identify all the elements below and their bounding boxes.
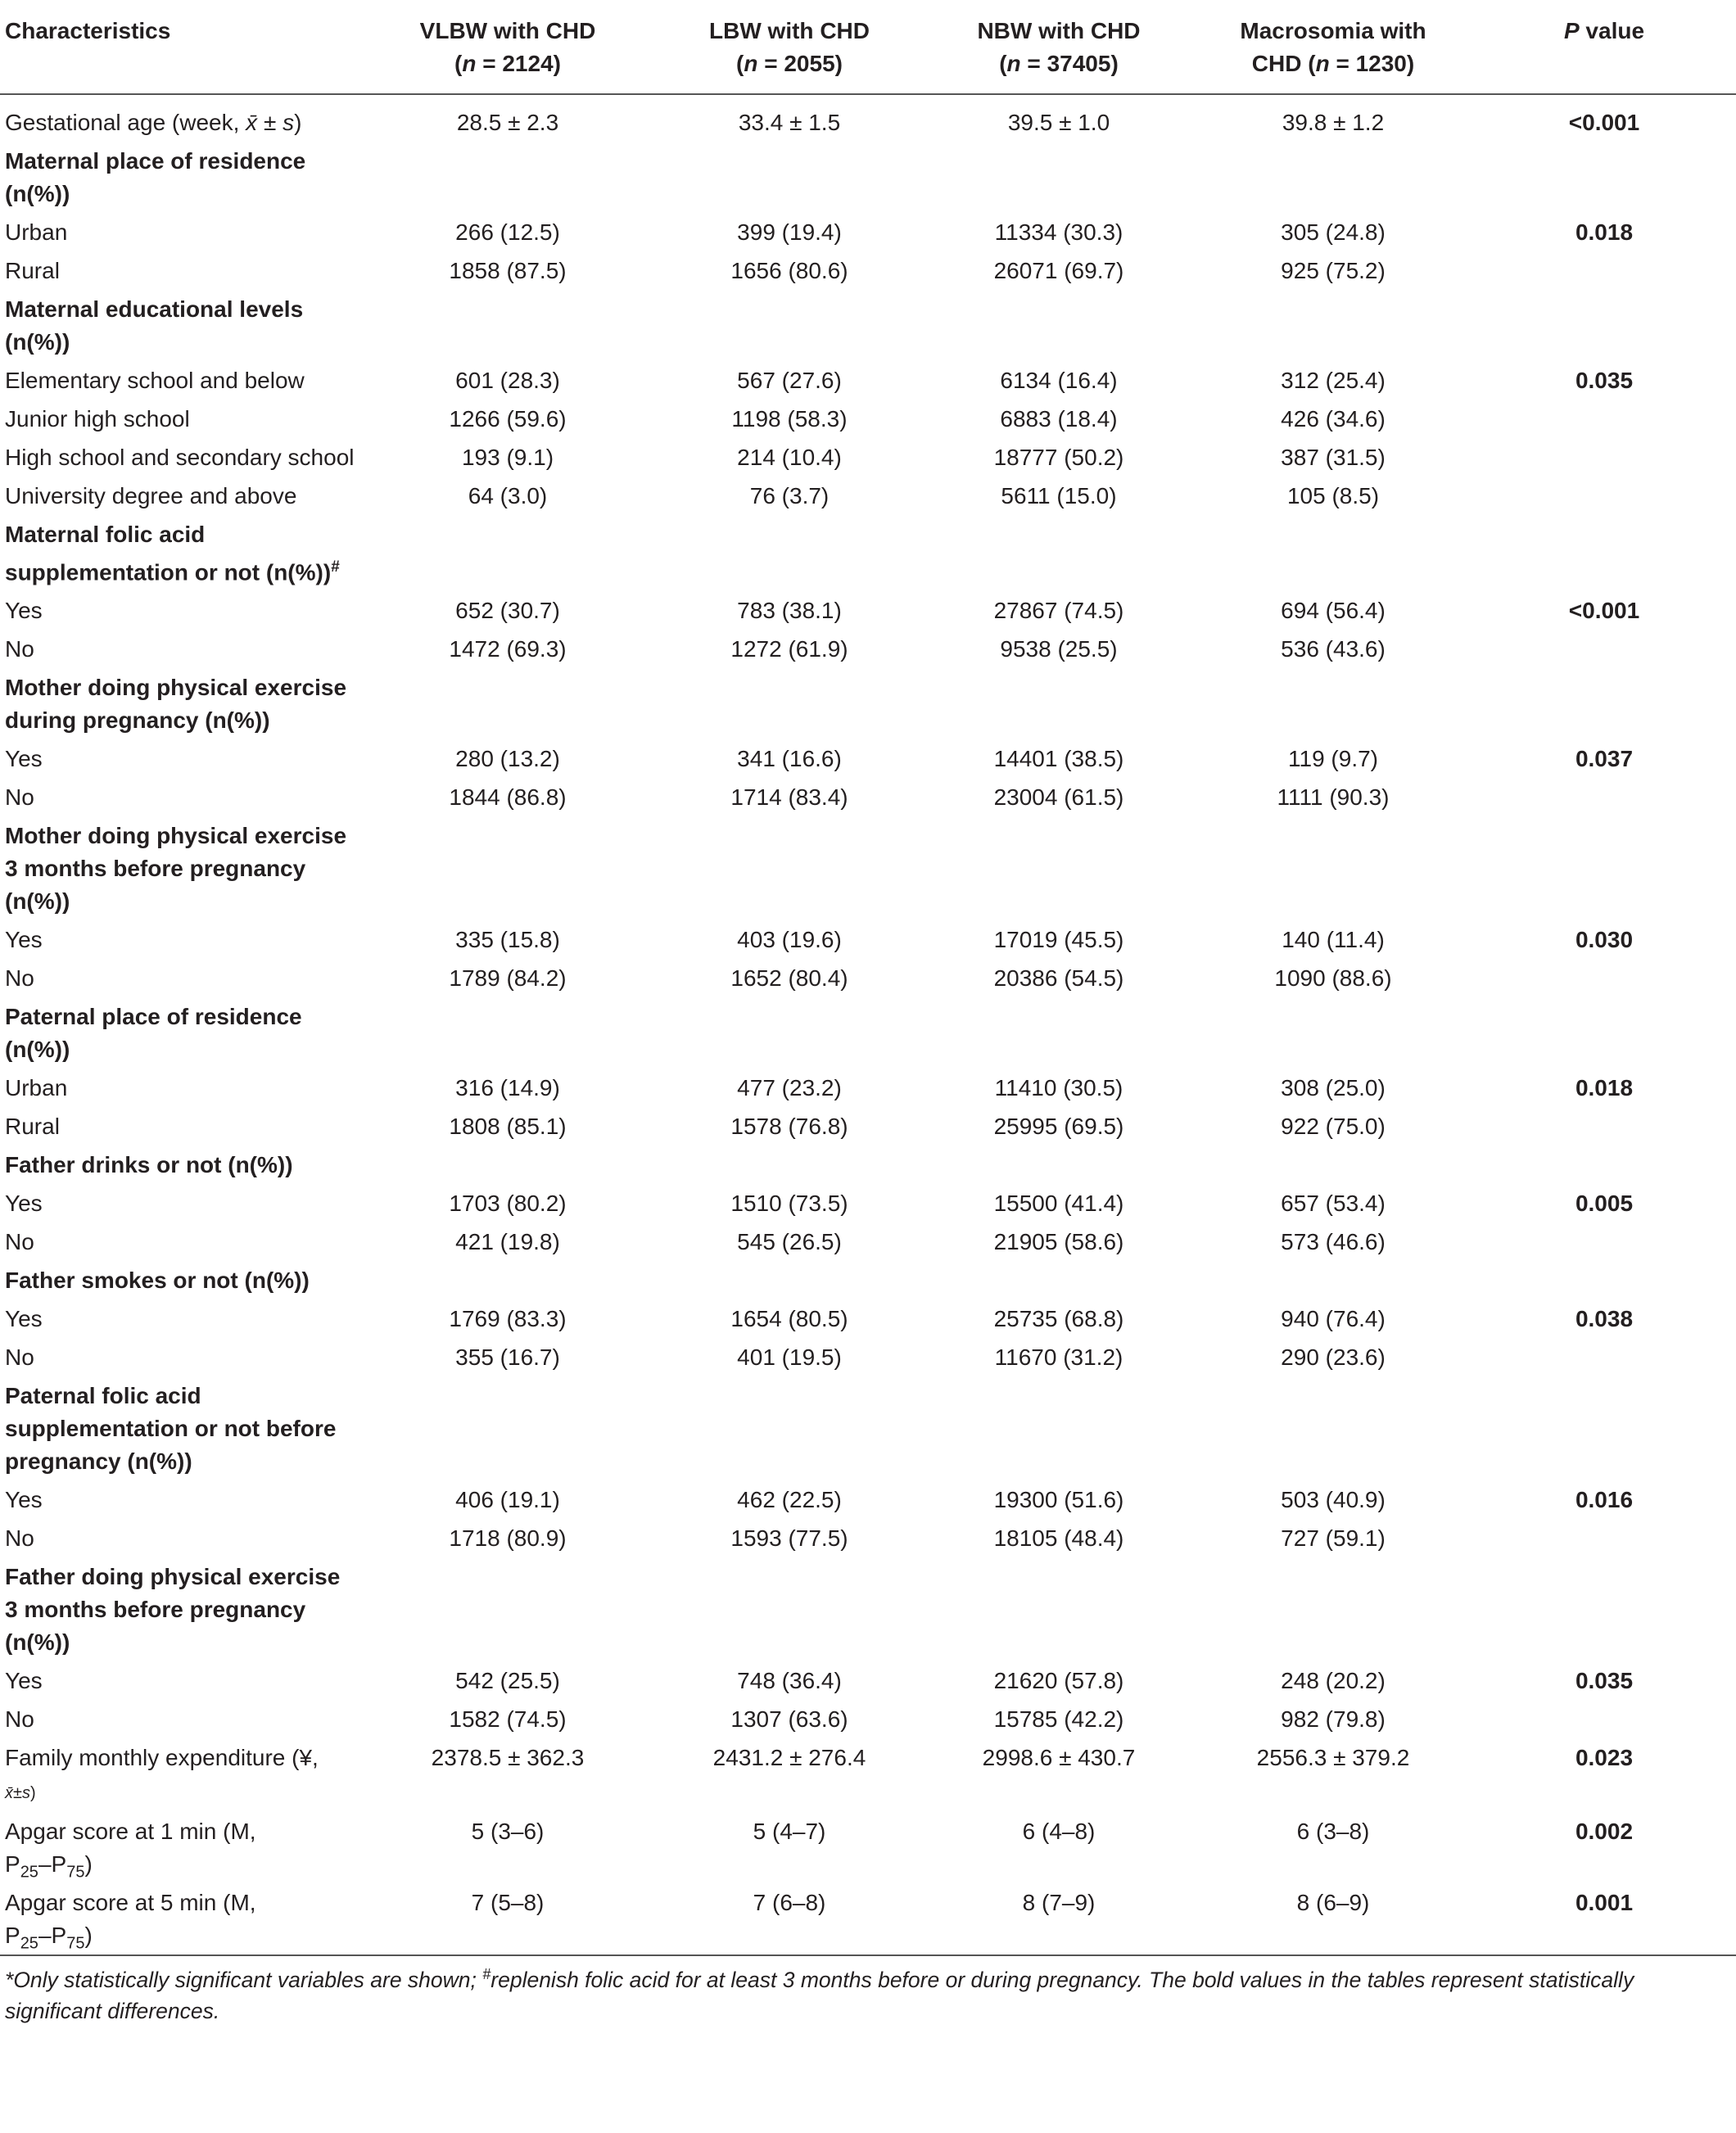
table-body (0, 94, 1736, 1954)
cell-value: 1789 (84.2) (449, 965, 567, 992)
cell-value: 23004 (61.5) (993, 784, 1124, 811)
table-row (0, 1883, 1736, 1954)
cell-p-value (1472, 630, 1736, 668)
cell-value: 26071 (69.7) (993, 258, 1124, 283)
cell-value: 18105 (48.4) (993, 1525, 1124, 1552)
cell-value: 312 (25.4) (1281, 368, 1386, 393)
table-row (0, 778, 1736, 816)
cell-p-value (1472, 515, 1736, 591)
cell-value: 316 (14.9) (455, 1075, 560, 1101)
cell-value (1194, 290, 1472, 361)
cell-value: 477 (23.2) (737, 1075, 842, 1101)
row-label: Junior high school (5, 406, 190, 432)
cell-value: 140 (11.4) (1282, 927, 1385, 953)
cell-value: 19300 (51.6) (993, 1487, 1124, 1513)
cell-p-value: 0.018 (1575, 219, 1634, 245)
section-row (0, 816, 1736, 920)
cell-value (360, 1146, 655, 1184)
cell-value: 7 (5–8) (471, 1890, 545, 1916)
cell-p-value: 0.001 (1575, 1890, 1634, 1916)
cell-value: 1652 (80.4) (730, 965, 848, 992)
cell-value (360, 1557, 655, 1661)
section-label: Maternal place of residence (n(%)) (5, 148, 306, 206)
row-label: Elementary school and below (5, 368, 305, 393)
cell-value: 193 (9.1) (461, 445, 554, 470)
cell-value: 8 (7–9) (1022, 1890, 1096, 1916)
cell-value (1194, 515, 1472, 591)
cell-value (655, 816, 924, 920)
cell-value (655, 1557, 924, 1661)
header-characteristics: Characteristics (5, 18, 171, 43)
cell-value: 727 (59.1) (1281, 1525, 1386, 1552)
cell-value (655, 290, 924, 361)
section-row (0, 290, 1736, 361)
row-label: University degree and above (5, 483, 297, 508)
cell-value: 1654 (80.5) (730, 1306, 848, 1332)
row-label: Family monthly expenditure (¥, x̄±s) (5, 1745, 319, 1803)
row-label: No (5, 1344, 34, 1371)
cell-value: 1090 (88.6) (1274, 965, 1392, 992)
row-label: Yes (5, 746, 43, 772)
cell-value: 1272 (61.9) (730, 636, 848, 662)
cell-p-value: 0.002 (1575, 1819, 1634, 1845)
cell-value: 21620 (57.8) (993, 1668, 1124, 1694)
cell-value: 21905 (58.6) (993, 1229, 1124, 1255)
cell-value (1194, 142, 1472, 213)
cell-value: 76 (3.7) (749, 483, 830, 508)
cell-p-value (1472, 778, 1736, 816)
cell-value (655, 997, 924, 1069)
cell-value: 20386 (54.5) (993, 965, 1124, 992)
cell-value: 28.5 ± 2.3 (456, 110, 559, 135)
section-label: Father drinks or not (n(%)) (5, 1152, 293, 1178)
cell-value: 1111 (90.3) (1277, 784, 1390, 811)
table-row (0, 1700, 1736, 1738)
row-label: Yes (5, 1306, 43, 1332)
cell-value: 601 (28.3) (455, 368, 560, 393)
row-label: No (5, 784, 34, 811)
cell-p-value (1472, 290, 1736, 361)
cell-p-value: 0.016 (1575, 1487, 1634, 1513)
section-label: Father smokes or not (n(%)) (5, 1268, 310, 1294)
table-row (0, 1738, 1736, 1812)
cell-value: 25735 (68.8) (993, 1306, 1124, 1332)
cell-value: 6883 (18.4) (1000, 406, 1118, 432)
row-label: No (5, 1706, 34, 1733)
cell-value: 421 (19.8) (455, 1229, 560, 1255)
table-row (0, 1107, 1736, 1146)
section-row (0, 1376, 1736, 1480)
cell-p-value: 0.005 (1575, 1191, 1634, 1217)
cell-value: 280 (13.2) (455, 746, 560, 772)
cell-value: 567 (27.6) (737, 368, 842, 393)
cell-p-value (1472, 1107, 1736, 1146)
cell-value: 573 (46.6) (1281, 1229, 1386, 1255)
header-nbw: NBW with CHD (n = 37405) (977, 18, 1141, 76)
cell-value: 1703 (80.2) (449, 1191, 567, 1217)
cell-p-value (1472, 477, 1736, 515)
cell-value: 1858 (87.5) (449, 258, 567, 283)
cell-p-value: 0.023 (1575, 1745, 1634, 1771)
section-row (0, 515, 1736, 591)
cell-value (1194, 997, 1472, 1069)
cell-p-value (1472, 668, 1736, 739)
section-row (0, 1146, 1736, 1184)
section-label: Maternal folic acid supplementation or not (n(%))# (5, 522, 340, 585)
cell-value (1194, 1146, 1472, 1184)
cell-value: 11410 (30.5) (994, 1075, 1123, 1101)
cell-value: 1656 (80.6) (730, 258, 848, 283)
cell-value: 248 (20.2) (1281, 1668, 1386, 1694)
cell-value: 536 (43.6) (1281, 636, 1386, 662)
cell-p-value (1472, 816, 1736, 920)
cell-p-value (1472, 1376, 1736, 1480)
cell-value (655, 1376, 924, 1480)
cell-value: 11334 (30.3) (994, 219, 1123, 245)
cell-value (924, 515, 1194, 591)
cell-p-value (1472, 1146, 1736, 1184)
cell-value (655, 668, 924, 739)
cell-value: 2378.5 ± 362.3 (431, 1745, 585, 1771)
section-label: Paternal place of residence (n(%)) (5, 1004, 302, 1063)
table-row (0, 400, 1736, 438)
cell-value: 406 (19.1) (455, 1487, 560, 1513)
row-label: No (5, 1525, 34, 1552)
cell-value: 542 (25.5) (455, 1668, 560, 1694)
cell-value (360, 816, 655, 920)
table-header (0, 0, 1736, 94)
cell-value (360, 142, 655, 213)
cell-value: 399 (19.4) (737, 219, 842, 245)
table-row (0, 1519, 1736, 1557)
header-macrosomia: Macrosomia with CHD (n = 1230) (1240, 18, 1426, 76)
cell-value: 2556.3 ± 379.2 (1256, 1745, 1410, 1771)
cell-value: 1718 (80.9) (449, 1525, 567, 1552)
cell-value (655, 1146, 924, 1184)
table-row (0, 1069, 1736, 1107)
cell-value: 1844 (86.8) (449, 784, 567, 811)
cell-value: 694 (56.4) (1281, 598, 1386, 624)
table-row (0, 94, 1736, 142)
cell-value: 341 (16.6) (737, 746, 842, 772)
cell-value (1194, 1261, 1472, 1299)
cell-value (360, 515, 655, 591)
cell-p-value: 0.035 (1575, 368, 1634, 393)
section-row (0, 1261, 1736, 1299)
table-row (0, 591, 1736, 630)
cell-p-value (1472, 142, 1736, 213)
cell-value: 5 (3–6) (471, 1819, 545, 1845)
section-row (0, 142, 1736, 213)
table-row (0, 1299, 1736, 1338)
cell-value: 2998.6 ± 430.7 (982, 1745, 1136, 1771)
cell-value: 387 (31.5) (1281, 445, 1386, 470)
table-row (0, 630, 1736, 668)
cell-p-value (1472, 438, 1736, 477)
table-row (0, 1661, 1736, 1700)
cell-p-value (1472, 1700, 1736, 1738)
table-row (0, 920, 1736, 959)
cell-value: 266 (12.5) (455, 219, 560, 245)
table-row (0, 361, 1736, 400)
cell-p-value: 0.018 (1575, 1075, 1634, 1101)
row-label: Rural (5, 1114, 60, 1140)
cell-value: 305 (24.8) (1281, 219, 1386, 245)
cell-value (360, 668, 655, 739)
cell-value: 462 (22.5) (737, 1487, 842, 1513)
cell-p-value (1472, 959, 1736, 997)
cell-value: 545 (26.5) (737, 1229, 842, 1255)
cell-p-value (1472, 251, 1736, 290)
cell-p-value: 0.038 (1575, 1306, 1634, 1332)
row-label: Apgar score at 1 min (M, $P_{25}-P_{75}$) (5, 1819, 256, 1882)
row-label: Urban (5, 1075, 68, 1101)
row-label: Rural (5, 258, 60, 283)
cell-value (924, 1376, 1194, 1480)
cell-value: 922 (75.0) (1281, 1114, 1386, 1140)
cell-value (360, 1376, 655, 1480)
cell-value: 6 (3–8) (1296, 1819, 1370, 1845)
cell-value (924, 1557, 1194, 1661)
cell-value: 6 (4–8) (1022, 1819, 1096, 1845)
table-footnote: *Only statistically significant variables are shown; #replenish folic acid for at least 3 months before or during pregnancy. The bold values in the tables represent statistically significant differences. (5, 1966, 1634, 2024)
section-label: Mother doing physical exercise 3 months before pregnancy (n(%)) (5, 823, 347, 915)
cell-value: 1510 (73.5) (730, 1191, 848, 1217)
row-label: Gestational age (week, x̄ ± s) (5, 110, 302, 135)
cell-value: 748 (36.4) (737, 1668, 842, 1694)
row-label: Yes (5, 927, 43, 953)
cell-value: 1593 (77.5) (730, 1525, 848, 1552)
cell-value: 401 (19.5) (737, 1344, 842, 1371)
cell-p-value (1472, 1557, 1736, 1661)
cell-value: 657 (53.4) (1281, 1191, 1386, 1217)
cell-p-value (1472, 400, 1736, 438)
cell-value: 1582 (74.5) (449, 1706, 567, 1733)
cell-value: 39.5 ± 1.0 (1007, 110, 1110, 135)
cell-value: 8 (6–9) (1296, 1890, 1370, 1916)
table-row (0, 213, 1736, 251)
cell-value: 1266 (59.6) (449, 406, 567, 432)
cell-value (1194, 1557, 1472, 1661)
row-label: No (5, 1229, 34, 1255)
cell-value: 1578 (76.8) (730, 1114, 848, 1140)
table-row (0, 438, 1736, 477)
section-label: Maternal educational levels (n(%)) (5, 296, 304, 355)
section-row (0, 997, 1736, 1069)
row-label: No (5, 636, 34, 662)
cell-value: 64 (3.0) (468, 483, 548, 508)
cell-p-value: 0.030 (1575, 927, 1634, 953)
row-label: No (5, 965, 34, 992)
cell-p-value (1472, 1338, 1736, 1376)
cell-value: 1769 (83.3) (449, 1306, 567, 1332)
cell-value: 652 (30.7) (455, 598, 560, 624)
table-row (0, 1812, 1736, 1883)
cell-value (655, 1261, 924, 1299)
header-p-value: P value (1563, 18, 1645, 43)
cell-value: 5 (4–7) (753, 1819, 826, 1845)
cell-value (1194, 1376, 1472, 1480)
cell-value: 14401 (38.5) (993, 746, 1124, 772)
cell-value (360, 1261, 655, 1299)
row-label: High school and secondary school (5, 445, 355, 470)
cell-p-value (1472, 997, 1736, 1069)
cell-value (924, 997, 1194, 1069)
table-row (0, 959, 1736, 997)
cell-value (924, 142, 1194, 213)
cell-value: 5611 (15.0) (1001, 483, 1117, 508)
row-label: Apgar score at 5 min (M, $P_{25}-P_{75}$) (5, 1890, 256, 1953)
cell-value: 335 (15.8) (455, 927, 560, 953)
cell-value: 925 (75.2) (1281, 258, 1386, 283)
cell-value: 33.4 ± 1.5 (738, 110, 841, 135)
cell-value: 9538 (25.5) (1000, 636, 1118, 662)
cell-value: 18777 (50.2) (993, 445, 1124, 470)
cell-p-value (1472, 1519, 1736, 1557)
cell-value: 783 (38.1) (737, 598, 842, 624)
row-label: Yes (5, 1668, 43, 1694)
cell-value: 1198 (58.3) (731, 406, 848, 432)
cell-value: 503 (40.9) (1281, 1487, 1386, 1513)
header-vlbw: VLBW with CHD (n = 2124) (419, 18, 596, 76)
table-row (0, 477, 1736, 515)
cell-value (924, 290, 1194, 361)
row-label: Yes (5, 1191, 43, 1217)
cell-value: 17019 (45.5) (993, 927, 1124, 953)
cell-value (924, 1261, 1194, 1299)
cell-value: 1472 (69.3) (449, 636, 567, 662)
cell-value: 7 (6–8) (753, 1890, 826, 1916)
cell-value: 27867 (74.5) (993, 598, 1124, 624)
cell-value: 982 (79.8) (1281, 1706, 1386, 1733)
cell-value (655, 142, 924, 213)
cell-value: 214 (10.4) (737, 445, 842, 470)
cell-value: 1714 (83.4) (730, 784, 848, 811)
section-label: Paternal folic acid supplementation or not before pregnancy (n(%)) (5, 1383, 337, 1475)
row-label: Yes (5, 598, 43, 624)
cell-p-value: <0.001 (1568, 598, 1640, 624)
cell-value (1194, 816, 1472, 920)
cell-value: 426 (34.6) (1281, 406, 1386, 432)
cell-value: 15785 (42.2) (993, 1706, 1124, 1733)
cell-value: 355 (16.7) (455, 1344, 560, 1371)
cell-value (924, 668, 1194, 739)
cell-value: 25995 (69.5) (993, 1114, 1124, 1140)
cell-p-value (1472, 1261, 1736, 1299)
cell-value: 940 (76.4) (1281, 1306, 1386, 1332)
cell-value (1194, 668, 1472, 739)
cell-value: 290 (23.6) (1281, 1344, 1386, 1371)
section-row (0, 1557, 1736, 1661)
cell-value: 39.8 ± 1.2 (1282, 110, 1385, 135)
cell-value (655, 515, 924, 591)
table-row (0, 739, 1736, 778)
cell-value (360, 997, 655, 1069)
table-row (0, 1338, 1736, 1376)
table-row (0, 1480, 1736, 1519)
cell-p-value: 0.037 (1575, 746, 1634, 772)
cell-value: 105 (8.5) (1286, 483, 1380, 508)
cell-value: 119 (9.7) (1288, 746, 1378, 772)
cell-value: 6134 (16.4) (1000, 368, 1118, 393)
row-label: Yes (5, 1487, 43, 1513)
cell-value: 15500 (41.4) (993, 1191, 1124, 1217)
cell-value: 403 (19.6) (737, 927, 842, 953)
cell-value: 1307 (63.6) (730, 1706, 848, 1733)
cell-p-value: 0.035 (1575, 1668, 1634, 1694)
table-row (0, 1222, 1736, 1261)
section-row (0, 668, 1736, 739)
cell-p-value: <0.001 (1568, 110, 1640, 135)
table-row (0, 1184, 1736, 1222)
row-label: Urban (5, 219, 68, 245)
cell-value (924, 1146, 1194, 1184)
table-row (0, 251, 1736, 290)
cell-value: 308 (25.0) (1281, 1075, 1386, 1101)
cell-p-value (1472, 1222, 1736, 1261)
cell-value (924, 816, 1194, 920)
header-lbw: LBW with CHD (n = 2055) (709, 18, 870, 76)
section-label: Mother doing physical exercise during pregnancy (n(%)) (5, 675, 347, 734)
cell-value: 2431.2 ± 276.4 (712, 1745, 866, 1771)
cell-value (360, 290, 655, 361)
section-label: Father doing physical exercise 3 months before pregnancy (n(%)) (5, 1564, 341, 1656)
cell-value: 1808 (85.1) (449, 1114, 567, 1140)
cell-value: 11670 (31.2) (994, 1344, 1123, 1371)
